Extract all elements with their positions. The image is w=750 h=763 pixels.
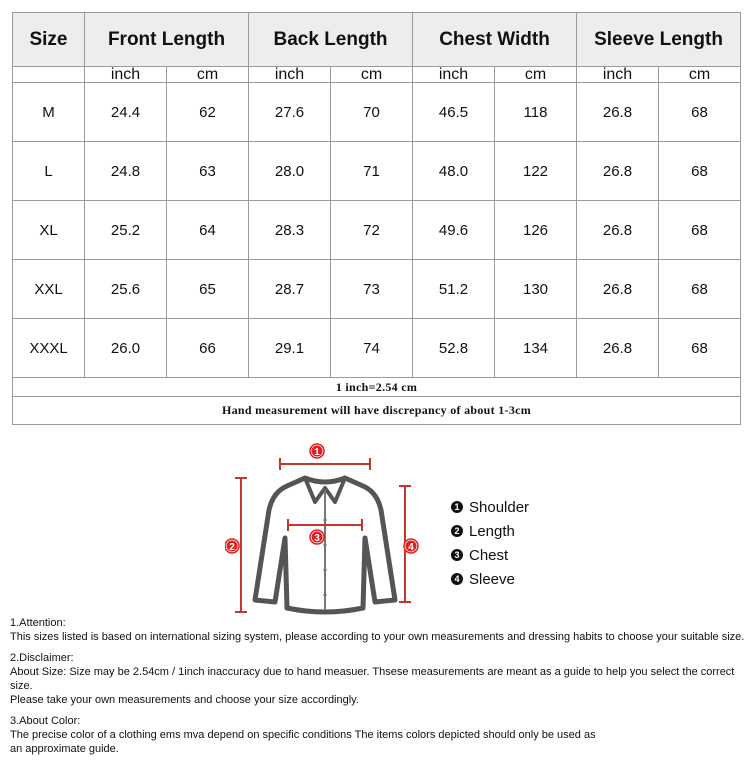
color-title: 3.About Color:: [10, 715, 81, 727]
marker-sleeve: [404, 539, 418, 553]
value-cell: 68: [659, 142, 741, 201]
disclaimer-text: About Size: Size may be 2.54cm / 1inch inaccuracy due to hand measuer. Thsese measurements are meant as a guide to help you select the correct size.: [10, 666, 735, 692]
value-cell: 24.8: [85, 142, 167, 201]
svg-text:1: 1: [314, 447, 320, 458]
value-cell: 24.4: [85, 83, 167, 142]
value-cell: 28.0: [249, 142, 331, 201]
table-row: [13, 83, 741, 142]
svg-text:3: 3: [314, 533, 320, 544]
notes-section: [10, 616, 745, 763]
conversion-note-row: [13, 378, 741, 397]
value-cell: 26.8: [577, 83, 659, 142]
discrepancy-note-row: [13, 397, 741, 425]
value-cell: 49.6: [413, 201, 495, 260]
value-cell: 68: [659, 83, 741, 142]
shirt-illustration: [225, 440, 425, 620]
color-text: The precise color of a clothing ems mva depend on specific conditions The items colors depicted should only be used as: [10, 729, 596, 741]
value-cell: 68: [659, 201, 741, 260]
legend-number: 4: [451, 573, 463, 585]
value-cell: 68: [659, 260, 741, 319]
header-size: Size: [13, 13, 85, 67]
attention-text: This sizes listed is based on international sizing system, please according to your own measurements and dressing habits to choose your suitable size.: [10, 631, 745, 643]
legend-label: Shoulder: [469, 498, 530, 516]
value-cell: 70: [331, 83, 413, 142]
size-cell: L: [13, 142, 85, 201]
value-cell: 48.0: [413, 142, 495, 201]
value-cell: 62: [167, 83, 249, 142]
unit-cell: cm: [495, 67, 577, 83]
value-cell: 26.8: [577, 201, 659, 260]
svg-text:4: 4: [408, 542, 414, 553]
unit-cell: cm: [659, 67, 741, 83]
legend-item-sleeve: [451, 567, 529, 591]
value-cell: 28.3: [249, 201, 331, 260]
unit-cell: inch: [577, 67, 659, 83]
value-cell: 65: [167, 260, 249, 319]
value-cell: 26.8: [577, 319, 659, 378]
value-cell: 134: [495, 319, 577, 378]
table-row: [13, 201, 741, 260]
conversion-note: 1 inch=2.54 cm: [13, 378, 741, 397]
value-cell: 29.1: [249, 319, 331, 378]
legend-label: Length: [469, 522, 515, 540]
discrepancy-note: Hand measurement will have discrepancy of about 1-3cm: [13, 397, 741, 425]
legend-label: Chest: [469, 546, 509, 564]
disclaimer-title: 2.Disclaimer:: [10, 652, 74, 664]
legend-label: Sleeve: [469, 570, 515, 588]
legend-item-chest: [451, 543, 529, 567]
value-cell: 51.2: [413, 260, 495, 319]
unit-cell: cm: [331, 67, 413, 83]
value-cell: 63: [167, 142, 249, 201]
value-cell: 46.5: [413, 83, 495, 142]
attention-title: 1.Attention:: [10, 617, 66, 629]
value-cell: 26.8: [577, 260, 659, 319]
size-cell: XL: [13, 201, 85, 260]
header-back-length: Back Length: [249, 13, 413, 67]
value-cell: 68: [659, 319, 741, 378]
value-cell: 27.6: [249, 83, 331, 142]
marker-chest: [310, 530, 324, 544]
value-cell: 74: [331, 319, 413, 378]
disclaimer-text: Please take your own measurements and choose your size accordingly.: [10, 694, 359, 706]
value-cell: 26.8: [577, 142, 659, 201]
size-chart-table: [12, 12, 741, 425]
unit-cell: inch: [85, 67, 167, 83]
size-cell: M: [13, 83, 85, 142]
value-cell: 28.7: [249, 260, 331, 319]
units-row: [13, 67, 741, 83]
size-cell: XXXL: [13, 319, 85, 378]
units-empty-cell: [13, 67, 85, 83]
unit-cell: inch: [249, 67, 331, 83]
legend-number: 3: [451, 549, 463, 561]
table-row: [13, 142, 741, 201]
marker-shoulder: [310, 444, 324, 458]
marker-length: [225, 539, 239, 553]
attention-note: [10, 616, 745, 644]
legend-number: 2: [451, 525, 463, 537]
header-chest-width: Chest Width: [413, 13, 577, 67]
legend-item-shoulder: [451, 495, 529, 519]
value-cell: 26.0: [85, 319, 167, 378]
measurement-legend: [451, 495, 529, 591]
svg-text:2: 2: [229, 542, 235, 553]
value-cell: 72: [331, 201, 413, 260]
header-row: [13, 13, 741, 67]
color-text: an approximate guide.: [10, 743, 119, 755]
size-cell: XXL: [13, 260, 85, 319]
shirt-measurement-diagram: [225, 440, 425, 620]
unit-cell: cm: [167, 67, 249, 83]
value-cell: 64: [167, 201, 249, 260]
legend-number: 1: [451, 501, 463, 513]
legend-item-length: [451, 519, 529, 543]
table-row: [13, 260, 741, 319]
value-cell: 126: [495, 201, 577, 260]
value-cell: 73: [331, 260, 413, 319]
header-front-length: Front Length: [85, 13, 249, 67]
value-cell: 66: [167, 319, 249, 378]
value-cell: 130: [495, 260, 577, 319]
disclaimer-note: [10, 651, 745, 707]
unit-cell: inch: [413, 67, 495, 83]
value-cell: 122: [495, 142, 577, 201]
value-cell: 118: [495, 83, 577, 142]
value-cell: 25.6: [85, 260, 167, 319]
value-cell: 25.2: [85, 201, 167, 260]
table-row: [13, 319, 741, 378]
header-sleeve-length: Sleeve Length: [577, 13, 741, 67]
value-cell: 71: [331, 142, 413, 201]
value-cell: 52.8: [413, 319, 495, 378]
